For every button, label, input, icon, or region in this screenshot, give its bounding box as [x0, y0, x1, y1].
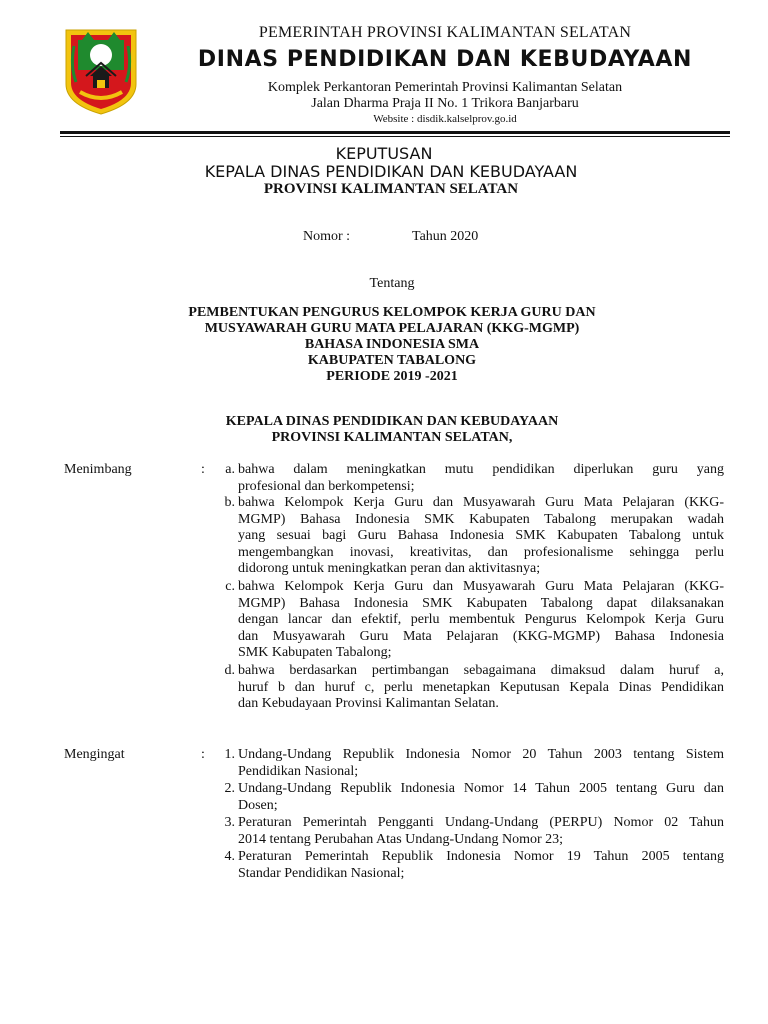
item-line: Peraturan Pemerintah Pengganti Undang-Undang (PERPU) Nomor 02 Tahun: [238, 815, 724, 830]
item-line: SMK Kabupaten Tabalong;: [238, 645, 392, 660]
item-line: dengan lancar dan efektif, perlu membentuk Pengurus Kelompok Kerja Guru: [238, 612, 724, 627]
document-type: KEPUTUSAN: [335, 144, 433, 163]
item-line: Standar Pendidikan Nasional;: [238, 865, 405, 881]
item-line: MGMP) Bahasa Indonesia SMK Kabupaten Tabalong dapat dilaksanakan: [238, 595, 724, 611]
website: Website : disdik.kalselprov.go.id: [373, 113, 517, 125]
address-line-1: Komplek Perkantoran Pemerintah Provinsi Kalimantan Selatan: [267, 80, 623, 95]
item-marker: a.: [225, 462, 235, 477]
subject-block: [150, 305, 634, 385]
item-marker: 3.: [224, 815, 235, 830]
item-line: Dosen;: [238, 797, 278, 813]
address-line-2: Jalan Dharma Praja II No. 1 Trikora Banjarbaru: [311, 96, 579, 111]
menimbang-label: Menimbang: [64, 462, 132, 477]
item-marker: c.: [225, 579, 235, 594]
item-line: profesional dan berkompetensi;: [238, 478, 415, 494]
item-line: dan Musyawarah Guru Mata Pelajaran (KKG-MGMP) Bahasa Indonesia: [238, 628, 724, 644]
menimbang-colon: :: [201, 462, 205, 477]
subject-line: PEMBENTUKAN PENGURUS KELOMPOK KERJA GURU DAN: [188, 305, 596, 320]
issuer-line: KEPALA DINAS PENDIDIKAN DAN KEBUDAYAAN: [225, 414, 559, 429]
menimbang-item-b: [205, 495, 724, 578]
mengingat-colon: :: [201, 747, 205, 762]
item-line: bahwa dalam meningkatkan mutu pendidikan diperlukan guru yang: [238, 462, 724, 477]
item-line: Undang-Undang Republik Indonesia Nomor 14 Tahun 2005 tentang Guru dan: [238, 781, 724, 796]
subject-line: KABUPATEN TABALONG: [307, 353, 477, 368]
item-marker: 2.: [224, 781, 235, 796]
item-line: Pendidikan Nasional;: [238, 763, 359, 779]
item-line: didorong untuk meningkatkan peran dan aktivitasnya;: [238, 561, 541, 576]
menimbang-item-c: [205, 579, 724, 662]
subject-line: PERIODE 2019 -2021: [326, 369, 458, 384]
issuer-line: PROVINSI KALIMANTAN SELATAN,: [271, 430, 513, 445]
item-marker: d.: [224, 663, 235, 678]
subject-line: MUSYAWARAH GURU MATA PELAJARAN (KKG-MGMP): [204, 321, 580, 336]
item-line: yang sesuai bagi Guru Bahasa Indonesia SMK Kabupaten Tabalong untuk: [238, 528, 724, 543]
issuer-title: KEPALA DINAS PENDIDIKAN DAN KEBUDAYAAN: [204, 162, 578, 181]
issuer-block: [150, 414, 634, 446]
item-line: bahwa Kelompok Kerja Guru dan Musyawarah Guru Mata Pelajaran (KKG-: [238, 495, 724, 510]
item-line: dan Kebudayaan Provinsi Kalimantan Selatan.: [238, 696, 499, 711]
document-number: Nomor :: [303, 229, 351, 244]
item-line: huruf b dan huruf c, perlu menetapkan Keputusan Kepala Dinas Pendidikan: [238, 679, 724, 695]
mengingat-label: Mengingat: [64, 747, 125, 762]
letterhead-divider-thick: [60, 131, 730, 134]
item-line: mengembangkan inovasi, kreativitas, dan profesionalisme sehingga perlu: [238, 544, 724, 560]
item-line: bahwa berdasarkan pertimbangan sebagaimana dimaksud dalam huruf a,: [238, 663, 724, 678]
item-line: MGMP) Bahasa Indonesia SMK Kabupaten Tabalong merupakan wadah: [238, 511, 724, 527]
menimbang-item-a: [205, 462, 724, 495]
department-name: DINAS PENDIDIKAN DAN KEBUDAYAAN: [197, 47, 693, 72]
item-marker: b.: [224, 495, 235, 510]
item-marker: 4.: [224, 849, 235, 864]
mengingat-item-4: [205, 849, 724, 882]
subject-line: BAHASA INDONESIA SMA: [304, 337, 480, 352]
item-line: Undang-Undang Republik Indonesia Nomor 20 Tahun 2003 tentang Sistem: [238, 747, 724, 762]
government-name: PEMERINTAH PROVINSI KALIMANTAN SELATAN: [258, 24, 632, 41]
item-line: Peraturan Pemerintah Republik Indonesia Nomor 19 Tahun 2005 tentang: [238, 849, 724, 864]
letterhead-divider-thin: [60, 136, 730, 137]
mengingat-item-3: [205, 815, 724, 848]
item-marker: 1.: [224, 747, 235, 762]
tentang-label: Tentang: [369, 276, 415, 291]
mengingat-item-1: [205, 747, 724, 780]
menimbang-item-d: [205, 663, 724, 713]
provincial-emblem-icon: [62, 26, 140, 116]
issuer-province: PROVINSI KALIMANTAN SELATAN: [263, 181, 519, 197]
mengingat-item-2: [205, 781, 724, 814]
document-year: Tahun 2020: [412, 229, 479, 244]
item-line: bahwa Kelompok Kerja Guru dan Musyawarah Guru Mata Pelajaran (KKG-: [238, 579, 724, 594]
item-line: 2014 tentang Perubahan Atas Undang-Undang Nomor 23;: [238, 831, 564, 847]
